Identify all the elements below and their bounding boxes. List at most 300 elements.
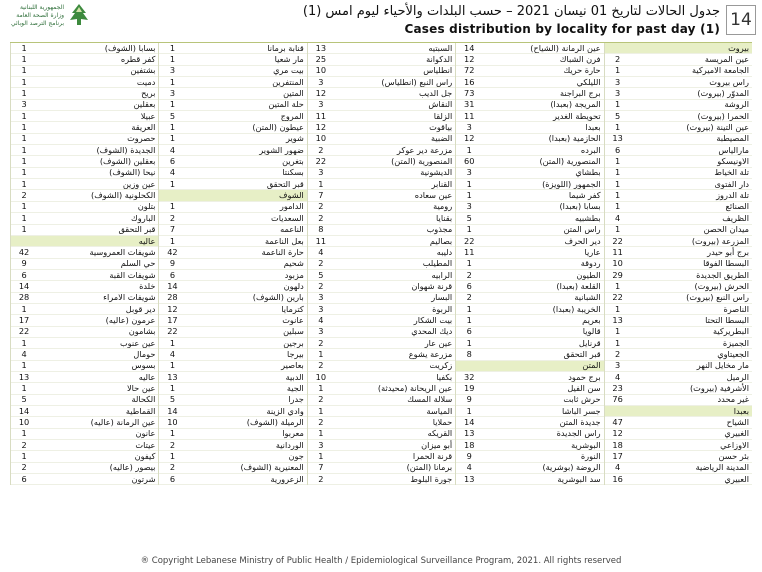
- case-count: 1: [318, 451, 324, 462]
- table-row: [159, 168, 306, 179]
- locality-name: النورة: [580, 451, 601, 462]
- locality-name: المنتفرين: [272, 77, 304, 87]
- case-count: 2: [21, 462, 27, 473]
- table-row: [456, 168, 603, 179]
- locality-name: السعديات: [271, 213, 304, 223]
- table-row: [11, 293, 158, 304]
- locality-name: دير الحرف: [564, 235, 601, 246]
- locality-name: راس النبع (بيروت): [686, 292, 749, 303]
- case-count: 11: [464, 111, 475, 121]
- table-row: [11, 202, 158, 213]
- locality-name: بعبدا: [733, 406, 749, 416]
- case-count: 3: [318, 292, 324, 303]
- locality-name: بئر حسن: [718, 451, 749, 462]
- case-count: 3: [466, 201, 472, 212]
- locality-table: [10, 42, 752, 485]
- case-count: 4: [169, 349, 176, 359]
- locality-name: بطشبيه: [574, 213, 601, 223]
- table-row: [605, 383, 752, 394]
- table-row: [456, 236, 603, 247]
- case-count: 16: [464, 77, 475, 87]
- case-count: 11: [315, 235, 327, 246]
- locality-name: الاوزاعي: [720, 440, 749, 450]
- table-row: [159, 429, 306, 440]
- locality-name: عيطون (المتن): [252, 122, 304, 133]
- copyright-footer: ® Copyright Lebanese Ministry of Public Health / Epidemiological Surveillance Program, 2021. All rights reserved: [140, 556, 622, 566]
- locality-name: عين عار: [424, 337, 453, 348]
- table-row: [308, 122, 455, 133]
- case-count: 72: [464, 65, 475, 76]
- table-row: [456, 190, 603, 201]
- locality-name: عرمون (عاليه): [105, 315, 156, 325]
- table-row: [308, 338, 455, 349]
- locality-name: الجديدة (الشوف): [96, 145, 156, 155]
- table-column: [604, 43, 752, 485]
- table-row: [605, 417, 752, 428]
- table-row: [11, 179, 158, 190]
- case-count: 2: [21, 190, 27, 201]
- table-row: [456, 213, 603, 224]
- case-count: 1: [169, 235, 176, 246]
- locality-name: المروج: [280, 111, 304, 121]
- locality-name: الزلقا: [433, 111, 453, 121]
- locality-name: جون: [288, 451, 304, 462]
- locality-name: المنصورية (المتن): [539, 156, 601, 167]
- cedar-logo-icon: [68, 3, 90, 27]
- locality-name: المتين: [283, 88, 304, 99]
- case-count: 1: [615, 201, 621, 212]
- locality-name: الشوف: [279, 190, 304, 201]
- table-row: [308, 156, 455, 167]
- locality-name: برج أبو حيدر: [707, 247, 749, 257]
- locality-name: عاليه: [138, 235, 156, 246]
- table-row: [605, 463, 752, 474]
- table-row: [456, 43, 603, 54]
- locality-name: حلة المتين: [268, 99, 304, 110]
- table-row: [605, 259, 752, 270]
- table-row: [308, 77, 455, 88]
- locality-name: الكحلونية (الشوف): [91, 190, 156, 201]
- case-count: 1: [169, 133, 176, 144]
- case-count: 2: [318, 417, 324, 428]
- case-count: 1: [21, 337, 27, 348]
- case-count: 9: [21, 258, 27, 269]
- table-row: [456, 134, 603, 145]
- table-row: [605, 315, 752, 326]
- locality-name: عاريا: [584, 247, 601, 257]
- table-row: [159, 463, 306, 474]
- table-row: [11, 122, 158, 133]
- table-row: [11, 372, 158, 383]
- table-row: [11, 440, 158, 451]
- locality-name: عبيلا: [140, 111, 156, 121]
- case-count: 3: [169, 65, 176, 76]
- locality-name: السبتيه: [428, 43, 453, 53]
- locality-name: شرتون: [131, 474, 156, 484]
- case-count: 6: [21, 474, 27, 484]
- case-count: 1: [169, 43, 176, 53]
- locality-name: ضهور الشوير: [259, 145, 304, 155]
- case-count: 1: [466, 337, 472, 348]
- locality-name: كيفون: [134, 451, 156, 462]
- locality-name: قالويا: [582, 326, 601, 337]
- locality-name: قبر التحقق: [266, 179, 304, 189]
- case-count: 1: [21, 54, 27, 65]
- table-row: [159, 440, 306, 451]
- case-count: 1: [466, 303, 472, 314]
- locality-name: تلة الخياط: [714, 167, 749, 178]
- case-count: 1: [21, 133, 27, 144]
- case-count: 8: [318, 224, 324, 235]
- locality-name: بياقوت: [429, 122, 453, 133]
- locality-name: بصاليم: [429, 235, 453, 246]
- case-count: 1: [615, 156, 621, 167]
- table-row: [605, 372, 752, 383]
- locality-name: بعقلين: [133, 99, 156, 110]
- case-count: 5: [318, 269, 324, 280]
- case-count: 2: [21, 440, 27, 450]
- table-row: [308, 383, 455, 394]
- table-row: [308, 190, 455, 201]
- case-count: 1: [21, 88, 27, 99]
- table-row: [11, 417, 158, 428]
- table-row: [605, 236, 752, 247]
- table-row: [456, 451, 603, 462]
- case-count: 2: [615, 54, 621, 65]
- table-row: [159, 281, 306, 292]
- case-count: 1: [169, 360, 176, 371]
- table-row: [11, 361, 158, 372]
- table-row: [159, 293, 306, 304]
- locality-name: زكريت: [429, 360, 453, 371]
- table-row: [605, 100, 752, 111]
- case-count: 4: [615, 371, 621, 382]
- table-row: [11, 134, 158, 145]
- locality-name: سلالة المسك: [407, 394, 453, 405]
- table-row: [159, 349, 306, 360]
- locality-name: الخريبة (بعبدا): [552, 303, 601, 314]
- locality-name: الحمرا (بيروت): [697, 111, 749, 121]
- case-count: 1: [21, 360, 27, 371]
- locality-name: غير محدد: [717, 394, 749, 405]
- table-row: [605, 225, 752, 236]
- case-count: 3: [466, 167, 472, 178]
- locality-name: المعنيرية (الشوف): [240, 462, 304, 473]
- table-row: [11, 327, 158, 338]
- locality-name: ردوقة: [580, 258, 601, 269]
- locality-name: عين عنوب: [119, 337, 156, 348]
- case-count: 6: [466, 326, 472, 337]
- table-row: [308, 429, 455, 440]
- case-count: 3: [318, 167, 324, 178]
- locality-name: بيت مري: [273, 65, 304, 76]
- case-count: 2: [318, 258, 324, 269]
- locality-name: بعبدا: [585, 122, 601, 133]
- table-row: [159, 327, 306, 338]
- case-count: 9: [466, 451, 472, 462]
- locality-name: سن الفيل: [567, 383, 601, 393]
- table-row: [308, 417, 455, 428]
- table-row: [159, 417, 306, 428]
- table-row: [456, 474, 603, 485]
- locality-name: الناصرة: [723, 303, 749, 314]
- table-row: [456, 179, 603, 190]
- logo-line: وزارة الصحة العامة: [16, 12, 64, 19]
- table-row: [159, 134, 306, 145]
- locality-name: بيرجا: [287, 349, 304, 359]
- case-count: 12: [167, 303, 178, 314]
- locality-name: عين سعاده: [414, 190, 453, 201]
- locality-name: عين التينة (بيروت): [686, 122, 749, 133]
- logo-line: برنامج الترصد الوبائي: [10, 20, 64, 27]
- locality-name: البسطا التحتا: [705, 315, 749, 325]
- table-row: [11, 474, 158, 485]
- case-count: 2: [466, 292, 472, 303]
- locality-name: الزعرورية: [270, 474, 304, 484]
- table-row: [11, 77, 158, 88]
- table-column: [10, 43, 158, 485]
- table-row: [605, 440, 752, 451]
- case-count: 7: [169, 224, 176, 235]
- case-count: 6: [169, 156, 176, 167]
- case-count: 1: [21, 451, 27, 462]
- case-count: 1: [318, 406, 324, 416]
- locality-name: الناعمه: [280, 224, 304, 235]
- case-count: 1: [615, 167, 621, 178]
- case-count: 2: [169, 462, 176, 473]
- table-row: [605, 349, 752, 360]
- table-row: [11, 463, 158, 474]
- table-row: [605, 406, 752, 417]
- locality-name: الروشة: [724, 99, 749, 110]
- locality-name: عين الريحانة (محيدثة): [377, 383, 453, 393]
- case-count: 1: [615, 99, 621, 110]
- table-row: [159, 88, 306, 99]
- locality-name: بسابا (الشوف): [104, 43, 156, 53]
- locality-name: بسابا (بعبدا): [559, 201, 601, 212]
- table-row: [605, 327, 752, 338]
- table-row: [159, 190, 306, 201]
- case-count: 2: [318, 394, 324, 405]
- case-count: 3: [615, 360, 621, 371]
- case-count: 1: [466, 406, 472, 416]
- table-row: [456, 54, 603, 65]
- locality-name: الليلكي: [576, 77, 601, 87]
- locality-name: بعاصير: [281, 360, 304, 371]
- locality-name: الاونيسكو: [717, 156, 749, 167]
- table-row: [605, 77, 752, 88]
- table-row: [605, 190, 752, 201]
- locality-name: الظريف: [722, 213, 749, 223]
- case-count: 17: [612, 451, 623, 462]
- case-count: 1: [21, 428, 27, 439]
- table-row: [605, 451, 752, 462]
- locality-name: بعريم: [582, 315, 601, 325]
- case-count: 2: [318, 145, 324, 155]
- table-row: [308, 406, 455, 417]
- locality-name: قبر التحقق: [118, 224, 156, 235]
- table-row: [605, 43, 752, 54]
- locality-name: حارة حريك: [563, 65, 601, 76]
- table-row: [11, 88, 158, 99]
- locality-name: برجين: [283, 337, 304, 348]
- locality-name: الجعيتاوي: [717, 349, 749, 359]
- table-row: [308, 145, 455, 156]
- case-count: 3: [318, 303, 324, 314]
- locality-name: المزرعة (بيروت): [691, 235, 749, 246]
- case-count: 6: [615, 145, 621, 155]
- case-count: 1: [21, 179, 27, 189]
- table-row: [456, 338, 603, 349]
- case-count: 1: [21, 65, 27, 76]
- case-count: 17: [167, 315, 178, 325]
- table-row: [11, 315, 158, 326]
- case-count: 3: [466, 122, 472, 133]
- locality-name: الصنائع: [725, 201, 749, 212]
- case-count: 3: [318, 77, 324, 87]
- table-row: [456, 315, 603, 326]
- locality-name: بريح: [141, 88, 156, 99]
- table-row: [159, 395, 306, 406]
- table-row: [308, 225, 455, 236]
- locality-name: شويفات الامراء: [103, 292, 156, 303]
- locality-name: المطيلب: [422, 258, 453, 269]
- table-row: [159, 122, 306, 133]
- locality-name: الضبية: [431, 133, 453, 144]
- table-row: [456, 100, 603, 111]
- case-count: 1: [466, 224, 472, 235]
- locality-name: بقنايا: [436, 213, 453, 223]
- locality-name: الرميل: [726, 371, 749, 382]
- locality-name: بيروت: [728, 43, 749, 53]
- case-count: 60: [464, 156, 475, 167]
- case-count: 6: [169, 269, 176, 280]
- case-count: 1: [21, 122, 27, 133]
- locality-name: المدينة الرياضية: [695, 462, 749, 473]
- case-count: 42: [18, 247, 30, 257]
- table-row: [11, 383, 158, 394]
- case-count: 1: [169, 54, 176, 65]
- table-row: [11, 43, 158, 54]
- case-count: 1: [21, 111, 27, 121]
- locality-name: القلعة (بعبدا): [556, 281, 601, 291]
- case-count: 4: [615, 462, 621, 473]
- table-row: [308, 304, 455, 315]
- locality-name: شوير: [285, 133, 304, 144]
- locality-name: عيتات: [135, 440, 156, 450]
- case-count: 1: [169, 451, 176, 462]
- table-row: [308, 134, 455, 145]
- case-count: 31: [464, 99, 475, 110]
- case-count: 1: [21, 167, 27, 178]
- locality-name: الحرش (بيروت): [694, 281, 749, 291]
- case-count: 14: [167, 281, 178, 291]
- locality-name: مزبود: [284, 269, 304, 280]
- table-row: [456, 111, 603, 122]
- case-count: 7: [318, 462, 324, 473]
- locality-name: كفر قطره: [120, 54, 156, 65]
- table-row: [159, 247, 306, 258]
- locality-name: حملايا: [432, 417, 453, 428]
- locality-name: الرميلة (الشوف): [246, 417, 304, 428]
- table-row: [605, 54, 752, 65]
- locality-name: عين وزين: [122, 179, 156, 189]
- table-row: [456, 122, 603, 133]
- locality-name: بسوس: [131, 360, 156, 371]
- case-count: 3: [318, 440, 324, 450]
- table-row: [159, 451, 306, 462]
- locality-name: عين الرمانة (الشياح): [530, 43, 601, 53]
- table-row: [11, 429, 158, 440]
- table-row: [456, 293, 603, 304]
- table-row: [11, 236, 158, 247]
- case-count: 2: [466, 269, 472, 280]
- table-row: [308, 293, 455, 304]
- locality-name: المنصورية (المتن): [391, 156, 453, 167]
- locality-name: دار الفتوى: [714, 179, 749, 189]
- locality-name: الروضة (بوشرية): [542, 462, 601, 473]
- locality-name: الدكوانة: [426, 54, 453, 65]
- locality-name: تلة الدروز: [716, 190, 749, 201]
- case-count: 16: [612, 474, 623, 484]
- case-count: 13: [464, 474, 475, 484]
- locality-name: خلدة: [139, 281, 156, 291]
- locality-name: راس النبع (انطلياس): [381, 77, 453, 87]
- case-count: 18: [464, 440, 475, 450]
- case-count: 22: [167, 326, 178, 337]
- table-row: [308, 202, 455, 213]
- locality-name: الوردانية: [275, 440, 304, 450]
- case-count: 4: [615, 213, 621, 223]
- locality-name: عين حالا: [127, 383, 156, 393]
- case-count: 1: [169, 179, 176, 189]
- table-row: [11, 395, 158, 406]
- table-row: [11, 168, 158, 179]
- locality-name: بسكنتا: [282, 167, 304, 178]
- locality-name: الربوة: [432, 303, 453, 314]
- locality-name: بتغرين: [282, 156, 304, 167]
- table-row: [456, 383, 603, 394]
- table-row: [456, 77, 603, 88]
- case-count: 22: [315, 156, 327, 167]
- case-count: 1: [169, 122, 176, 133]
- case-count: 1: [21, 77, 27, 87]
- table-row: [159, 77, 306, 88]
- locality-name: راس المتن: [563, 224, 601, 235]
- table-row: [456, 156, 603, 167]
- locality-name: حرش ثابت: [563, 394, 601, 405]
- locality-name: جسر الباشا: [562, 406, 601, 416]
- locality-name: مزرعة دير عوكر: [396, 145, 453, 155]
- case-count: 3: [318, 326, 324, 337]
- case-count: 32: [464, 371, 475, 382]
- table-row: [308, 440, 455, 451]
- table-row: [159, 202, 306, 213]
- title-english: Cases distribution by locality for past day (1): [404, 22, 720, 36]
- locality-name: المتن: [582, 360, 601, 371]
- locality-name: بكفيا: [436, 371, 453, 382]
- locality-name: المريجة (بعبدا): [550, 99, 601, 110]
- locality-name: البوشرية: [571, 440, 601, 450]
- table-row: [456, 440, 603, 451]
- table-row: [11, 156, 158, 167]
- locality-name: عين المريسة: [704, 54, 749, 65]
- locality-name: الدامور: [279, 201, 304, 212]
- case-count: 11: [612, 247, 623, 257]
- case-count: 1: [169, 383, 176, 393]
- locality-name: بعقلين (الشوف): [99, 156, 156, 167]
- table-row: [159, 304, 306, 315]
